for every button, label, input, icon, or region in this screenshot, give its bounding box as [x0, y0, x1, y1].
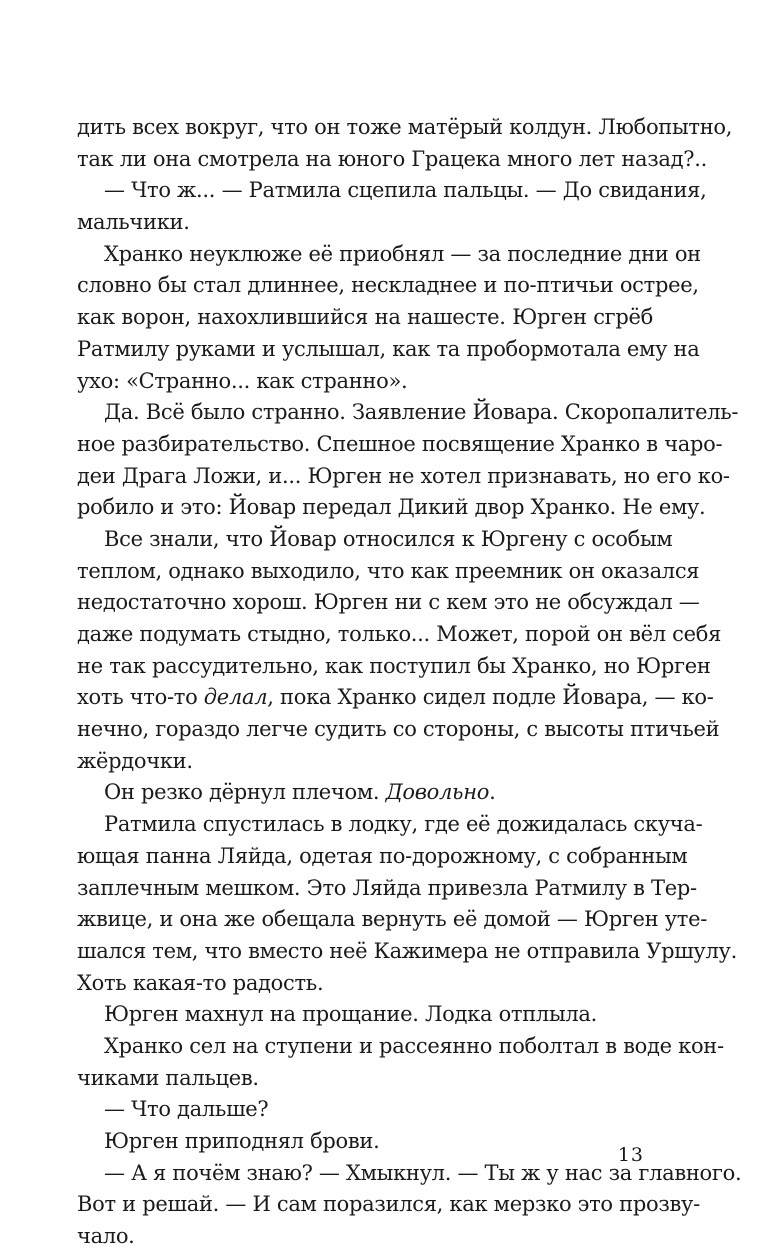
text-line	[77, 968, 653, 1000]
text-line	[77, 175, 707, 207]
text-segment: ное разбирательство. Спешное посвящение Хранко в чаро-	[77, 431, 723, 456]
text-segment: — Что дальше?	[104, 1097, 269, 1122]
text-segment: не так рассудительно, как поступил бы Хранко, но Юрген	[77, 653, 711, 678]
text-segment: ющая панна Ляйда, одетая по-дорожному, с собранным	[77, 843, 688, 868]
text-line	[77, 1063, 653, 1095]
text-segment: жвице, и она же обещала вернуть её домой — Юрген уте-	[77, 907, 708, 932]
text-segment: Вот и решай. — И сам поразился, как мерзко это прозву-	[77, 1192, 700, 1217]
text-segment: заплечным мешком. Это Ляйда привезла Ратмилу в Тер-	[77, 875, 697, 900]
body-text	[77, 112, 742, 1253]
text-line	[77, 746, 653, 778]
text-line	[77, 1126, 653, 1158]
text-line	[77, 1189, 700, 1221]
text-segment: теплом, однако выходило, что как преемник он оказался	[77, 558, 700, 583]
text-line	[77, 334, 700, 366]
italic-text: делал	[203, 685, 268, 710]
text-segment: робило и это: Йовар передал Дикий двор Хранко. Не ему.	[77, 495, 706, 520]
text-line	[77, 429, 723, 461]
text-line	[77, 239, 701, 271]
text-segment: словно бы стал длиннее, нескладнее и по-птичьи острее,	[77, 273, 699, 298]
text-line	[77, 904, 708, 936]
text-line	[77, 1031, 724, 1063]
text-segment: мальчики.	[77, 210, 190, 235]
text-segment: Ратмила спустилась в лодку, где её дожидалась скуча-	[104, 812, 703, 837]
text-line	[77, 841, 688, 873]
text-segment: Хранко неуклюже её приобнял — за последние дни он	[104, 241, 701, 266]
text-line	[77, 587, 700, 619]
text-segment: , пока Хранко сидел подле Йовара, — ко-	[267, 685, 714, 710]
text-segment: шался тем, что вместо неё Кажимера не отправила Уршулу.	[77, 938, 737, 963]
text-segment: дить всех вокруг, что он тоже матёрый колдун. Любопытно,	[77, 115, 733, 139]
text-line	[77, 524, 673, 556]
text-segment: недостаточно хорош. Юрген ни с кем это не обсуждал —	[77, 590, 700, 615]
text-line	[77, 366, 653, 398]
text-line	[77, 651, 711, 683]
text-segment: Хранко сел на ступени и рассеянно поболтал в воде кон-	[104, 1033, 724, 1058]
text-line	[77, 809, 703, 841]
text-segment: Он резко дёрнул плечом.	[104, 780, 386, 805]
text-line	[77, 270, 699, 302]
text-line	[77, 492, 706, 524]
text-segment: чиками пальцев.	[77, 1065, 259, 1090]
text-segment: — Что ж... — Ратмила сцепила пальцы. — До свидания,	[104, 178, 707, 203]
text-segment: Юрген махнул на прощание. Лодка отплыла.	[104, 1002, 598, 1027]
text-line	[77, 777, 653, 809]
text-segment: Все знали, что Йовар относился к Юргену с особым	[104, 526, 673, 551]
italic-text: Довольно	[385, 780, 490, 805]
text-segment: — А я почём знаю? — Хмыкнул. — Ты ж у нас за главного.	[104, 1160, 742, 1185]
text-line	[77, 144, 707, 176]
text-line	[77, 619, 722, 651]
text-segment: Хоть какая-то радость.	[77, 970, 324, 995]
text-line	[77, 397, 739, 429]
text-line	[77, 207, 653, 239]
text-segment: Ратмилу руками и услышал, как та пробормотала ему на	[77, 336, 700, 361]
text-segment: .	[489, 780, 496, 805]
text-segment: хоть что-то	[77, 685, 204, 710]
text-line	[77, 1094, 653, 1126]
text-line	[77, 682, 714, 714]
text-line	[77, 556, 700, 588]
text-line	[77, 1158, 742, 1190]
text-segment: нечно, гораздо легче судить со стороны, с высоты птичьей	[77, 717, 720, 742]
text-line	[77, 112, 733, 144]
text-line	[77, 1221, 653, 1253]
text-line	[77, 999, 653, 1031]
text-segment: как ворон, нахохлившийся на нашесте. Юрген сгрёб	[77, 305, 653, 330]
text-line	[77, 873, 697, 905]
text-segment: Юрген приподнял брови.	[104, 1129, 380, 1153]
text-segment: так ли она смотрела на юного Грацека много лет назад?..	[77, 146, 707, 171]
text-segment: жёрдочки.	[77, 748, 193, 773]
page-number: 13	[617, 1144, 644, 1166]
text-line	[77, 302, 653, 334]
text-segment: ухо: «Странно... как странно».	[77, 368, 408, 393]
text-line	[77, 936, 737, 968]
text-segment: даже подумать стыдно, только... Может, порой он вёл себя	[77, 622, 722, 646]
text-segment: чало.	[77, 1224, 135, 1249]
text-line	[77, 461, 730, 493]
text-line	[77, 714, 720, 746]
text-segment: деи Драга Ложи, и... Юрген не хотел признавать, но его ко-	[77, 463, 730, 488]
text-segment: Да. Всё было странно. Заявление Йовара. Скоропалитель-	[104, 400, 739, 425]
